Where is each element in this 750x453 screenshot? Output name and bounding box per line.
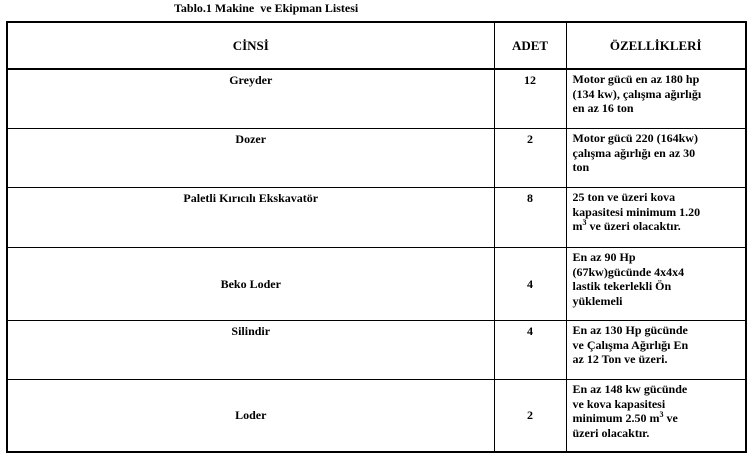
spec-line: Motor gücü en az 180 hp	[572, 72, 700, 86]
spec-line: lastik tekerlekli Ön	[572, 279, 672, 293]
spec-line: minimum 2.50 m	[572, 411, 660, 425]
header-specs: ÖZELLİKLERİ	[566, 22, 746, 69]
header-row	[7, 22, 746, 69]
equipment-specs	[566, 69, 746, 129]
equipment-specs	[566, 188, 746, 248]
equipment-specs	[566, 321, 746, 380]
spec-line: Motor gücü 220 (164kw)	[572, 131, 698, 145]
equipment-table	[6, 21, 747, 453]
spec-line: kapasitesi minimum 1.20	[572, 204, 701, 219]
equipment-type: Silindir	[7, 321, 494, 380]
equipment-qty: 4	[494, 248, 566, 321]
superscript: 3	[659, 410, 664, 419]
equipment-qty: 2	[494, 380, 566, 453]
spec-line: en az 16 ton	[572, 101, 634, 115]
spec-line: m	[572, 219, 583, 233]
spec-line: az 12 Ton ve üzeri.	[572, 352, 668, 366]
equipment-qty: 4	[494, 321, 566, 380]
spec-line: ve üzeri olacaktır.	[586, 219, 681, 233]
superscript: 3	[582, 218, 587, 227]
header-qty: ADET	[494, 22, 566, 69]
equipment-qty: 8	[494, 188, 566, 248]
spec-line: En az 90 Hp	[572, 250, 636, 264]
equipment-type: Greyder	[7, 69, 494, 129]
spec-line: (67kw)gücünde 4x4x4	[572, 264, 685, 279]
spec-line: (134 kw), çalışma ağırlığı	[572, 86, 702, 101]
equipment-specs	[566, 129, 746, 188]
table-row	[7, 380, 746, 453]
table-row	[7, 321, 746, 380]
table-row	[7, 69, 746, 129]
spec-line: çalışma ağırlığı en az 30	[572, 145, 696, 160]
table-row	[7, 129, 746, 188]
equipment-type: Beko Loder	[7, 248, 494, 321]
equipment-specs	[566, 248, 746, 321]
spec-line: ve kova kapasitesi	[572, 396, 666, 411]
spec-line: 25 ton ve üzeri kova	[572, 190, 676, 204]
spec-line: En az 130 Hp gücünde	[572, 323, 688, 337]
header-type: CİNSİ	[7, 22, 494, 69]
equipment-type: Loder	[7, 380, 494, 453]
spec-line: üzeri olacaktır.	[572, 425, 650, 440]
spec-line: yüklemeli	[572, 293, 623, 308]
equipment-specs	[566, 380, 746, 453]
equipment-type: Paletli Kırıcılı Ekskavatör	[7, 188, 494, 248]
spec-line: En az 148 kw gücünde	[572, 382, 688, 396]
spec-line: ve Çalışma Ağırlığı En	[572, 337, 689, 352]
equipment-type: Dozer	[7, 129, 494, 188]
table-row	[7, 188, 746, 248]
equipment-qty: 12	[494, 69, 566, 129]
table-caption: Tablo.1 Makine ve Ekipman Listesi	[174, 1, 359, 15]
spec-line: ve	[663, 411, 678, 425]
table-row	[7, 248, 746, 321]
equipment-qty: 2	[494, 129, 566, 188]
spec-line: ton	[572, 160, 590, 174]
